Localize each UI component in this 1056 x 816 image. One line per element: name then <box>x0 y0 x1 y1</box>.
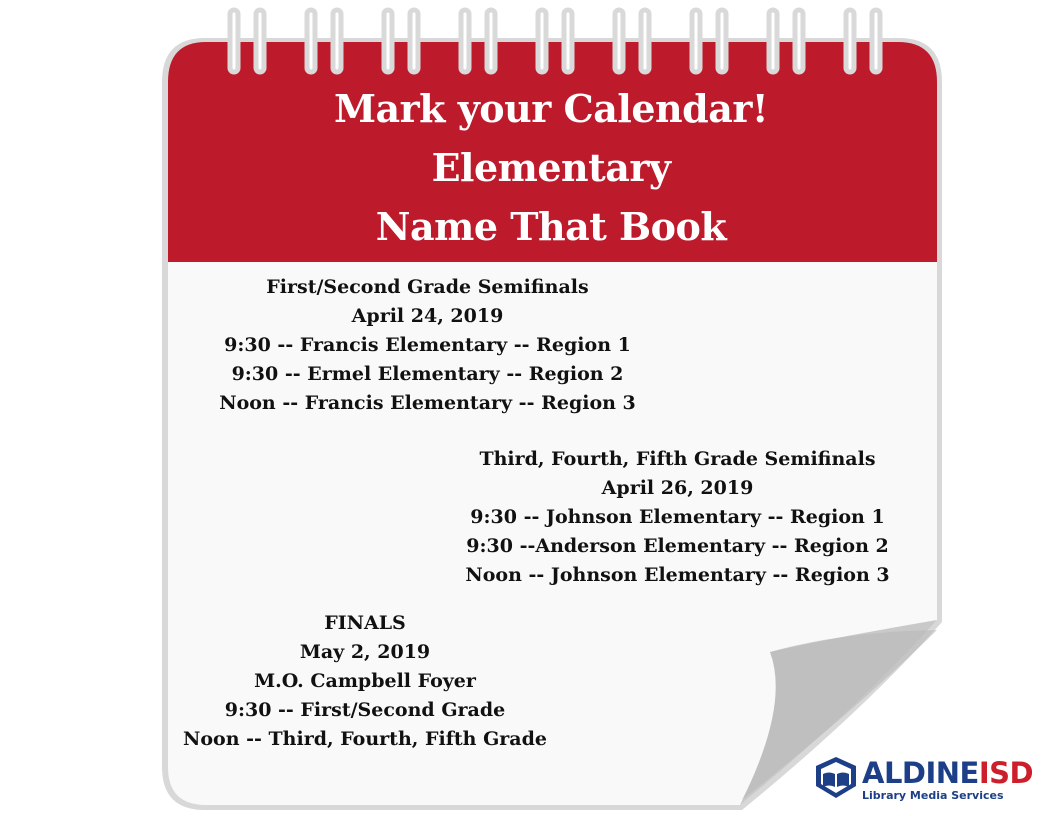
binder-ring <box>384 10 392 72</box>
binder-ring <box>769 10 777 72</box>
semifinals-3-5-event: 9:30 --Anderson Elementary -- Region 2 <box>466 535 889 557</box>
binder-ring <box>641 10 649 72</box>
binder-ring <box>230 10 238 72</box>
binder-ring <box>615 10 623 72</box>
semifinals-3-5-event: 9:30 -- Johnson Elementary -- Region 1 <box>470 506 885 528</box>
binder-ring <box>795 10 803 72</box>
binder-ring <box>461 10 469 72</box>
finals-date: May 2, 2019 <box>299 641 431 663</box>
finals-title: FINALS <box>324 612 406 634</box>
logo-subtitle: Library Media Services <box>862 789 1004 802</box>
binder-ring <box>256 10 264 72</box>
logo-name-part1: ALDINE <box>862 756 979 790</box>
semifinals-1-2-title: First/Second Grade Semifinals <box>266 276 589 298</box>
semifinals-3-5-date: April 26, 2019 <box>601 477 754 499</box>
binder-ring <box>538 10 546 72</box>
semifinals-1-2-date: April 24, 2019 <box>351 305 504 327</box>
binder-ring <box>564 10 572 72</box>
page-title-line-2: Elementary <box>431 145 671 190</box>
finals-location: M.O. Campbell Foyer <box>254 670 476 692</box>
binder-ring <box>333 10 341 72</box>
semifinals-1-2-event: 9:30 -- Ermel Elementary -- Region 2 <box>231 363 624 385</box>
semifinals-3-5-title: Third, Fourth, Fifth Grade Semifinals <box>479 448 876 470</box>
binder-ring <box>692 10 700 72</box>
binder-ring <box>872 10 880 72</box>
binder-ring <box>846 10 854 72</box>
page-title-line-3: Name That Book <box>375 204 727 249</box>
logo-name-part2: ISD <box>978 756 1034 790</box>
binder-ring <box>718 10 726 72</box>
binder-ring <box>307 10 315 72</box>
semifinals-1-2-event: Noon -- Francis Elementary -- Region 3 <box>219 392 636 414</box>
binder-ring <box>410 10 418 72</box>
finals-event: 9:30 -- First/Second Grade <box>224 699 506 721</box>
semifinals-1-2-event: 9:30 -- Francis Elementary -- Region 1 <box>224 334 631 356</box>
finals-event: Noon -- Third, Fourth, Fifth Grade <box>183 728 547 750</box>
binder-ring <box>487 10 495 72</box>
open-book-shield-icon <box>816 757 856 798</box>
aldine-isd-logo <box>862 756 1033 790</box>
page-title-line-1: Mark your Calendar! <box>333 86 769 131</box>
semifinals-3-5-event: Noon -- Johnson Elementary -- Region 3 <box>465 564 890 586</box>
